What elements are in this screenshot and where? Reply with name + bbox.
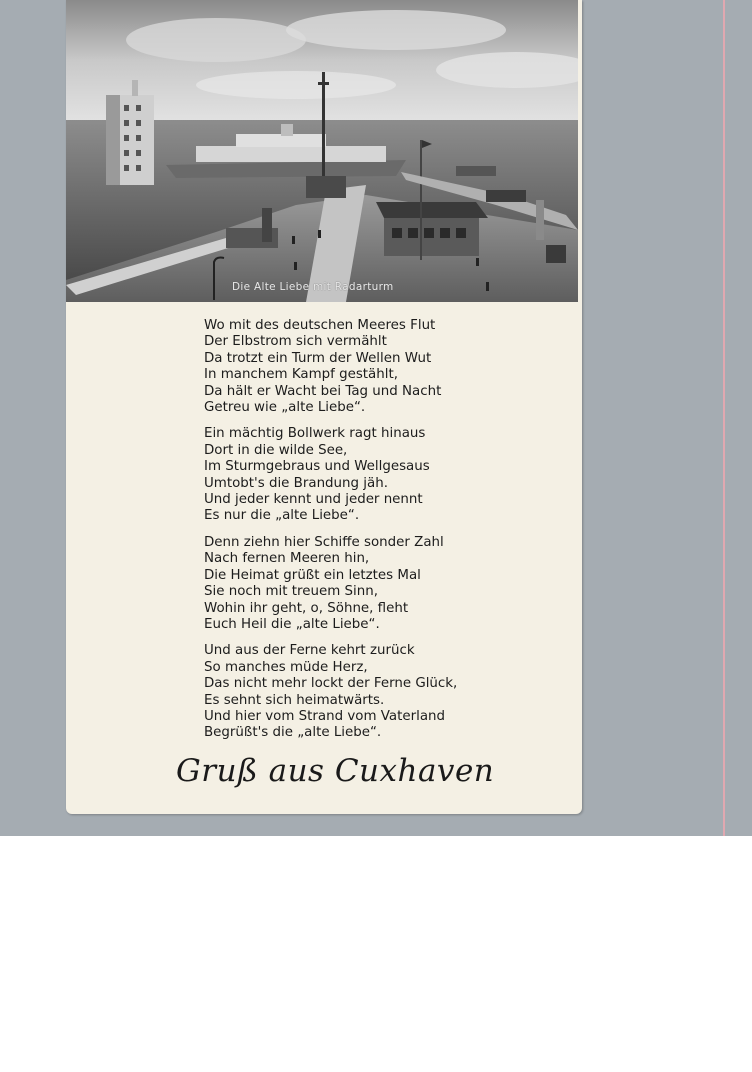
poem-line: Da hält er Wacht bei Tag und Nacht [204,383,442,399]
poem-line: So manches müde Herz, [204,659,368,675]
poem-stanza [204,318,457,416]
poem-line: Sie noch mit treuem Sinn, [204,584,378,600]
greeting-script: Gruß aus Cuxhaven [176,753,495,789]
harbor-photo-image [66,0,578,302]
poem-line: Der Elbstrom sich vermählt [204,334,387,350]
poem-stanza [204,535,457,633]
scan-edge-line [723,0,725,836]
poem-line: Wohin ihr geht, o, Söhne, fleht [204,600,409,616]
poem-line: In manchem Kampf gestählt, [204,367,398,383]
harbor-photo [66,0,578,302]
postcard [66,0,582,814]
poem-line: Ein mächtig Bollwerk ragt hinaus [204,426,426,442]
poem-line: Es sehnt sich heimatwärts. [204,692,385,708]
poem-line: Es nur die „alte Liebe“. [204,508,360,524]
poem-line: Die Heimat grüßt ein letztes Mal [204,567,421,583]
poem-line: Dort in die wilde See, [204,442,348,458]
poem-line: Da trotzt ein Turm der Wellen Wut [204,350,432,366]
photo-caption: Die Alte Liebe mit Radarturm [232,281,394,293]
poem-line: Das nicht mehr lockt der Ferne Glück, [204,676,458,692]
poem-line: Wo mit des deutschen Meeres Flut [204,318,436,333]
poem-line: Begrüßt's die „alte Liebe“. [204,725,382,741]
poem-line: Und hier vom Strand vom Vaterland [204,708,446,724]
poem-line: Getreu wie „alte Liebe“. [204,400,366,416]
poem-line: Denn ziehn hier Schiffe sonder Zahl [204,534,444,550]
poem-line: Und aus der Ferne kehrt zurück [204,643,415,659]
poem-stanza [204,643,457,741]
poem-line: Euch Heil die „alte Liebe“. [204,616,380,632]
poem-stanza [204,426,457,524]
poem-line: Und jeder kennt und jeder nennt [204,492,423,508]
poem [204,318,457,752]
poem-line: Im Sturmgebraus und Wellgesaus [204,459,430,475]
poem-line: Umtobt's die Brandung jäh. [204,475,388,491]
poem-line: Nach fernen Meeren hin, [204,551,370,567]
